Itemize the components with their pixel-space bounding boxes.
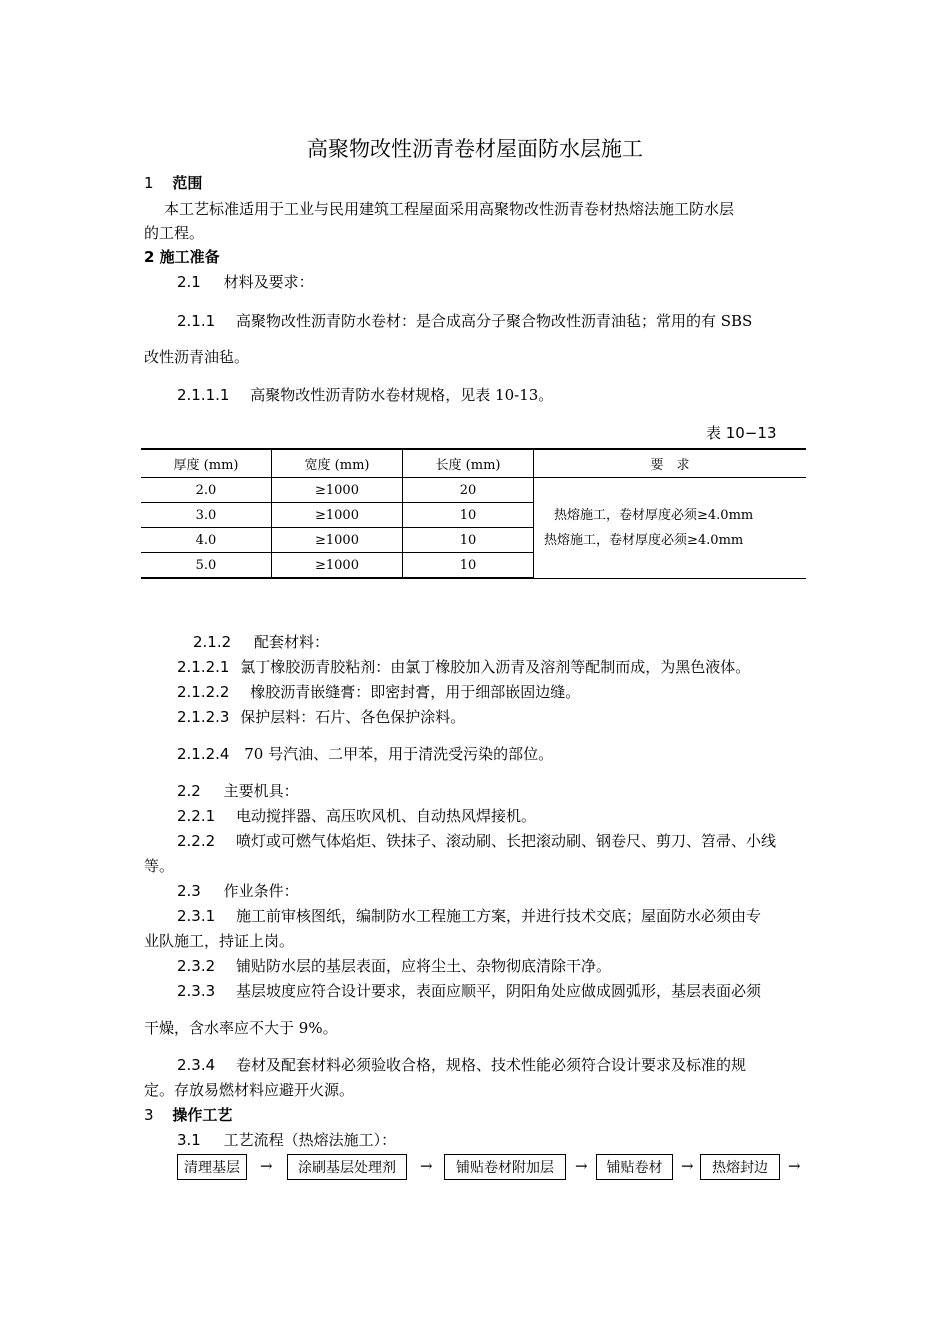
table-row bbox=[141, 478, 806, 503]
item-2-1-2-1-number: 2.1.2.1 bbox=[177, 658, 230, 676]
item-2-1-1-number: 2.1.1 bbox=[177, 312, 216, 330]
item-2-3-4-number: 2.3.4 bbox=[177, 1056, 216, 1074]
item-2-2-number: 2.2 bbox=[177, 782, 201, 800]
flow-arrow: → bbox=[575, 1157, 588, 1175]
item-2-3-3-number: 2.3.3 bbox=[177, 982, 216, 1000]
item-2-1-1 bbox=[177, 310, 752, 332]
cell-length: 10 bbox=[403, 553, 534, 579]
cell-thickness: 2.0 bbox=[141, 478, 272, 503]
flow-step-heat-seal-edge: 热熔封边 bbox=[700, 1154, 780, 1180]
item-2-1-1-1 bbox=[177, 384, 553, 406]
item-2-1-number: 2.1 bbox=[177, 273, 201, 291]
item-3-1-number: 3.1 bbox=[177, 1131, 201, 1149]
cell-length: 20 bbox=[403, 478, 534, 503]
item-2-1-1-1-number: 2.1.1.1 bbox=[177, 386, 230, 404]
item-2-1-2-3 bbox=[177, 706, 465, 728]
item-2-1-1-text-continued: 改性沥青油毡。 bbox=[144, 348, 250, 366]
item-2-1-2-1-text: 氯丁橡胶沥青胶粘剂：由氯丁橡胶加入沥青及溶剂等配制而成，为黑色液体。 bbox=[240, 658, 751, 676]
section-1-body-line-1: 本工艺标准适用于工业与民用建筑工程屋面采用高聚物改性沥青卷材热熔法施工防水层 bbox=[164, 200, 735, 218]
item-2-3-2 bbox=[177, 955, 611, 977]
spec-table bbox=[141, 448, 806, 579]
item-2-3-number: 2.3 bbox=[177, 882, 201, 900]
item-2-2-2-text: 喷灯或可燃气体焰炬、铁抹子、滚动刷、长把滚动刷、钢卷尺、剪刀、笤帚、小线 bbox=[235, 832, 776, 850]
flow-arrow: → bbox=[260, 1157, 273, 1175]
flow-arrow: → bbox=[788, 1157, 801, 1175]
item-2-2-2-text-continued: 等。 bbox=[144, 857, 175, 875]
item-2-1-2-text: 配套材料： bbox=[253, 633, 329, 651]
item-2-3-3 bbox=[177, 980, 761, 1002]
item-2-3-1-text: 施工前审核图纸，编制防水工程施工方案，并进行技术交底；屋面防水必须由专 bbox=[235, 907, 761, 925]
flow-arrow: → bbox=[420, 1157, 433, 1175]
header-width: 宽度 (mm) bbox=[272, 449, 403, 478]
requirement-line-2: 热熔施工，卷材厚度必须≥4.0mm bbox=[544, 532, 744, 548]
item-2-1-2-number: 2.1.2 bbox=[193, 633, 232, 651]
cell-thickness: 5.0 bbox=[141, 553, 272, 579]
item-2-1-2-4 bbox=[177, 743, 553, 765]
section-3-number: 3 bbox=[144, 1106, 154, 1124]
item-2-2-1-text: 电动搅拌器、高压吹风机、自动热风焊接机。 bbox=[235, 807, 536, 825]
item-2-1 bbox=[177, 271, 314, 293]
item-2-1-1-text: 高聚物改性沥青防水卷材：是合成高分子聚合物改性沥青油毡；常用的有 SBS bbox=[235, 312, 753, 330]
header-thickness: 厚度 (mm) bbox=[141, 449, 272, 478]
item-2-3-1 bbox=[177, 905, 761, 927]
item-2-2 bbox=[177, 780, 299, 802]
item-2-3-4-text-continued: 定。存放易燃材料应避开火源。 bbox=[144, 1081, 355, 1099]
item-2-2-text: 主要机具： bbox=[223, 782, 299, 800]
item-2-3-3-text: 基层坡度应符合设计要求，表面应顺平，阴阳角处应做成圆弧形，基层表面必须 bbox=[235, 982, 761, 1000]
flow-step-additional-layer: 铺贴卷材附加层 bbox=[444, 1154, 566, 1180]
item-2-3-4-text: 卷材及配套材料必须验收合格，规格、技术性能必须符合设计要求及标准的规 bbox=[235, 1056, 746, 1074]
item-2-3 bbox=[177, 880, 299, 902]
header-length: 长度 (mm) bbox=[403, 449, 534, 478]
item-2-1-1-1-text: 高聚物改性沥青防水卷材规格，见表 10-13。 bbox=[250, 386, 554, 404]
item-2-2-1 bbox=[177, 805, 536, 827]
section-1-title: 范围 bbox=[172, 174, 203, 192]
item-2-1-2-3-text: 保护层料：石片、各色保护涂料。 bbox=[240, 708, 466, 726]
section-3-heading bbox=[144, 1104, 232, 1126]
cell-thickness: 3.0 bbox=[141, 503, 272, 528]
section-1-number: 1 bbox=[144, 174, 154, 192]
item-2-3-3-text-continued: 干燥，含水率应不大于 9%。 bbox=[144, 1019, 338, 1037]
item-2-1-2-1 bbox=[177, 656, 750, 678]
item-2-1-2-2 bbox=[177, 681, 580, 703]
item-3-1-text: 工艺流程（热熔法施工）： bbox=[223, 1131, 397, 1149]
cell-width: ≥1000 bbox=[272, 503, 403, 528]
cell-width: ≥1000 bbox=[272, 478, 403, 503]
cell-thickness: 4.0 bbox=[141, 528, 272, 553]
cell-width: ≥1000 bbox=[272, 553, 403, 579]
item-2-1-2-4-number: 2.1.2.4 bbox=[177, 745, 230, 763]
item-2-2-2-number: 2.2.2 bbox=[177, 832, 216, 850]
item-2-1-2-2-number: 2.1.2.2 bbox=[177, 683, 230, 701]
flow-step-lay-membrane: 铺贴卷材 bbox=[596, 1154, 673, 1180]
item-2-3-text: 作业条件： bbox=[223, 882, 299, 900]
table-header-row bbox=[141, 449, 806, 478]
item-2-1-2-3-number: 2.1.2.3 bbox=[177, 708, 230, 726]
table-caption: 表 10−13 bbox=[706, 424, 777, 442]
document-title: 高聚物改性沥青卷材屋面防水层施工 bbox=[307, 137, 643, 161]
flow-arrow: → bbox=[681, 1157, 694, 1175]
section-1-heading bbox=[144, 172, 202, 194]
section-1-body-line-2: 的工程。 bbox=[144, 224, 205, 242]
item-2-3-1-number: 2.3.1 bbox=[177, 907, 216, 925]
item-2-1-2-4-text: 70 号汽油、二甲苯，用于清洗受污染的部位。 bbox=[244, 745, 554, 763]
cell-requirement bbox=[534, 478, 807, 579]
section-3-title: 操作工艺 bbox=[172, 1106, 233, 1124]
item-2-3-2-number: 2.3.2 bbox=[177, 957, 216, 975]
cell-length: 10 bbox=[403, 503, 534, 528]
item-3-1 bbox=[177, 1129, 396, 1151]
flow-step-primer: 涂刷基层处理剂 bbox=[287, 1154, 407, 1180]
item-2-2-1-number: 2.2.1 bbox=[177, 807, 216, 825]
item-2-1-text: 材料及要求： bbox=[223, 273, 314, 291]
cell-width: ≥1000 bbox=[272, 528, 403, 553]
flow-step-clean-base: 清理基层 bbox=[177, 1154, 247, 1180]
section-2-heading: 2 施工准备 bbox=[144, 248, 220, 266]
item-2-3-4 bbox=[177, 1054, 746, 1076]
header-requirement: 要 求 bbox=[534, 449, 807, 478]
item-2-3-1-text-continued: 业队施工，持证上岗。 bbox=[144, 932, 295, 950]
cell-length: 10 bbox=[403, 528, 534, 553]
item-2-3-2-text: 铺贴防水层的基层表面，应将尘土、杂物彻底清除干净。 bbox=[235, 957, 611, 975]
item-2-2-2 bbox=[177, 830, 776, 852]
item-2-1-2 bbox=[193, 631, 329, 653]
item-2-1-2-2-text: 橡胶沥青嵌缝膏：即密封膏，用于细部嵌固边缝。 bbox=[250, 683, 581, 701]
requirement-line-1: 热熔施工，卷材厚度必须≥4.0mm bbox=[554, 507, 754, 523]
